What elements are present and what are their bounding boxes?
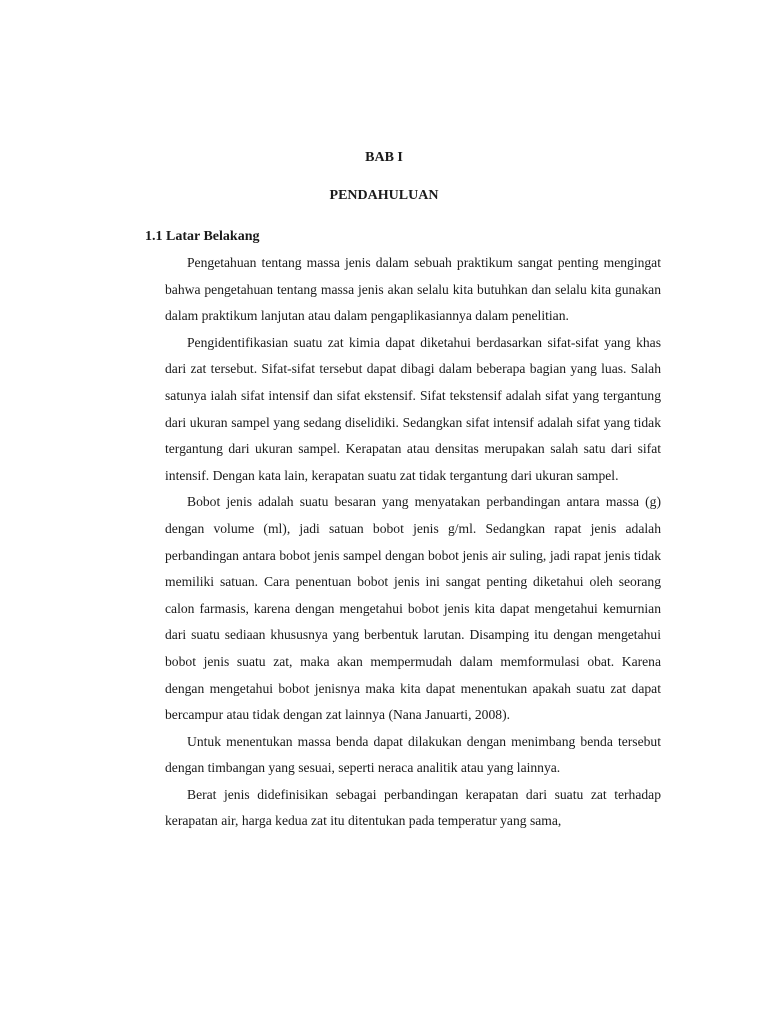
paragraph: Untuk menentukan massa benda dapat dilakukan dengan menimbang benda tersebut dengan timbangan yang sesuai, seperti neraca analitik atau yang lainnya.	[165, 733, 661, 776]
chapter-heading: BAB I	[365, 150, 403, 165]
section-heading: 1.1 Latar Belakang	[145, 229, 260, 244]
paragraph: Berat jenis didefinisikan sebagai perbandingan kerapatan dari suatu zat terhadap kerapatan air, harga kedua zat itu ditentukan pada temperatur yang sama,	[165, 786, 661, 829]
body-text	[165, 250, 661, 835]
paragraph: Pengetahuan tentang massa jenis dalam sebuah praktikum sangat penting mengingat bahwa pengetahuan tentang massa jenis akan selalu kita butuhkan dan selalu kita gunakan dalam praktikum lanjutan atau dalam pengaplikasiannya dalam penelitian.	[165, 255, 661, 324]
chapter-title: PENDAHULUAN	[329, 188, 439, 203]
paragraph: Pengidentifikasian suatu zat kimia dapat diketahui berdasarkan sifat-sifat yang khas dari zat tersebut. Sifat-sifat tersebut dapat dibagi dalam beberapa bagian yang luas. Salah satunya ialah sifat intensif dan sifat ekstensif. Sifat tekstensif adalah sifat yang tergantung dari ukuran sampel yang sedang diselidiki. Sedangkan sifat intensif adalah sifat yang tidak tergantung dari ukuran sampel. Kerapatan atau densitas merupakan salah satu dari sifat intensif. Dengan kata lain, kerapatan suatu zat tidak tergantung dari ukuran sampel.	[165, 334, 661, 483]
paragraph: Bobot jenis adalah suatu besaran yang menyatakan perbandingan antara massa (g) dengan volume (ml), jadi satuan bobot jenis g/ml. Sedangkan rapat jenis adalah perbandingan antara bobot jenis sampel dengan bobot jenis air suling, jadi rapat jenis tidak memiliki satuan. Cara penentuan bobot jenis ini sangat penting diketahui oleh seorang calon farmasis, karena dengan mengetahui bobot jenis kita dapat mengetahui kemurnian dari suatu sediaan khususnya yang berbentuk larutan. Disamping itu dengan mengetahui bobot jenis suatu zat, maka akan mempermudah dalam memformulasi obat. Karena dengan mengetahui bobot jenisnya maka kita dapat menentukan apakah suatu zat dapat bercampur atau tidak dengan zat lainnya (Nana Januarti, 2008).	[165, 494, 661, 723]
